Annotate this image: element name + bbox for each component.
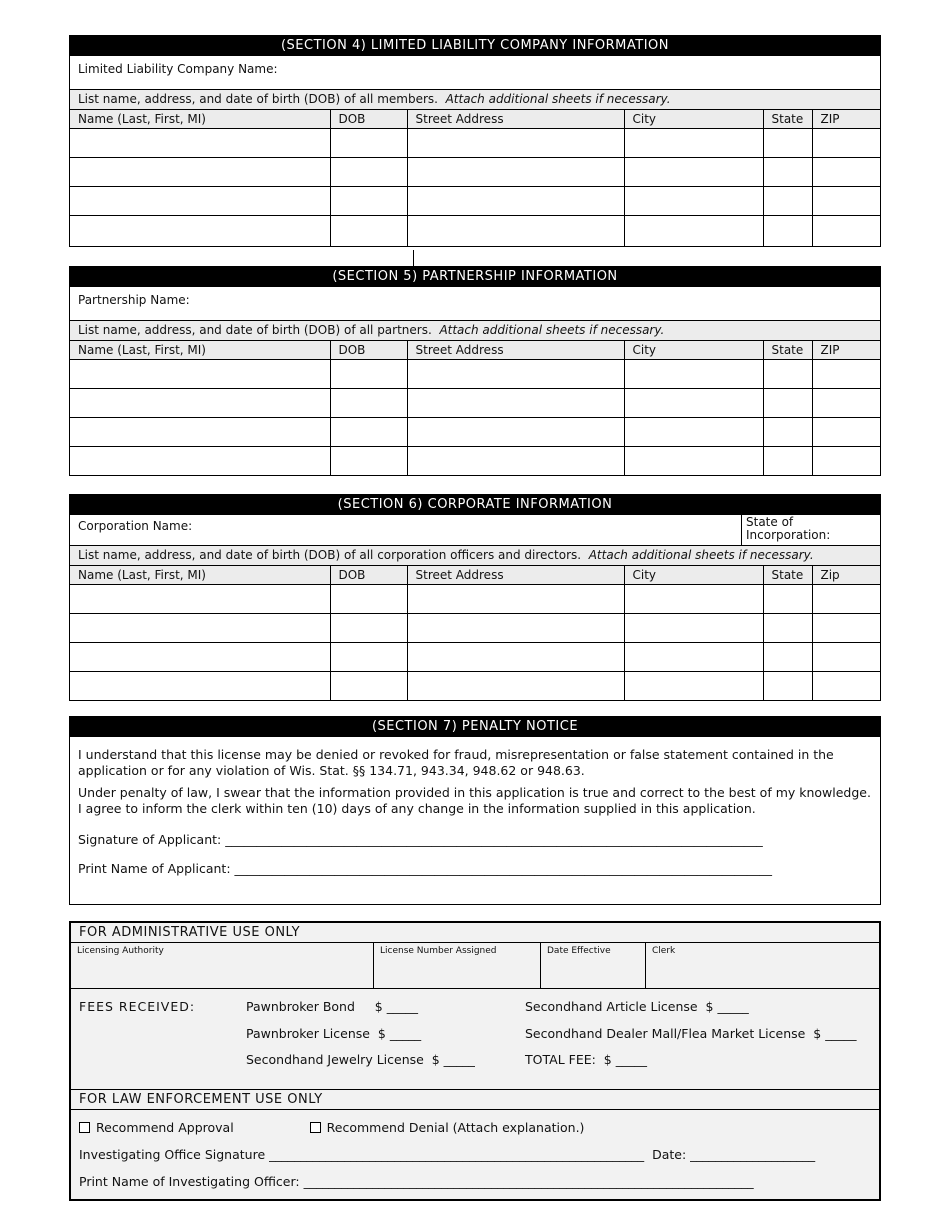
applicant-signature-line[interactable]: Signature of Applicant: ______________________________________________________________________________________ [78, 832, 763, 847]
pawnbroker-license-fee[interactable]: Pawnbroker License $ _____ [246, 1026, 422, 1041]
table-row[interactable] [70, 643, 880, 672]
section-5 [69, 266, 881, 476]
col-zip: Zip [812, 566, 880, 585]
section-6-note [70, 546, 880, 566]
section-6-title: (SECTION 6) CORPORATE INFORMATION [70, 495, 880, 515]
section-7 [69, 716, 881, 905]
applicant-print-name-line[interactable]: Print Name of Applicant: ______________________________________________________________________________________ [78, 861, 773, 876]
fees-received-label: FEES RECEIVED: [79, 999, 196, 1014]
col-street: Street Address [407, 341, 624, 360]
recommend-denial-checkbox[interactable] [310, 1120, 585, 1135]
section-7-title: (SECTION 7) PENALTY NOTICE [70, 717, 880, 737]
section-6 [69, 494, 881, 701]
secondhand-dealer-fee[interactable]: Secondhand Dealer Mall/Flea Market License $ _____ [525, 1026, 857, 1041]
col-dob: DOB [330, 110, 407, 129]
investigating-officer-name-line[interactable]: Print Name of Investigating Officer: ________________________________________________________________________ [79, 1174, 754, 1189]
col-street: Street Address [407, 110, 624, 129]
col-name: Name (Last, First, MI) [70, 110, 330, 129]
table-row[interactable] [70, 158, 880, 187]
corporation-name-label: Corporation Name: [78, 519, 193, 533]
col-zip: ZIP [812, 341, 880, 360]
table-row[interactable] [70, 418, 880, 447]
admin-box [69, 921, 881, 1201]
checkbox-icon [310, 1122, 321, 1133]
secondhand-article-fee[interactable]: Secondhand Article License $ _____ [525, 999, 749, 1014]
penalty-paragraph-1: I understand that this license may be denied or revoked for fraud, misrepresentation or false statement contained in the application or for any violation of Wis. Stat. §§ 134.71, 943.34, 948.62 or 948.63. [78, 747, 834, 778]
col-city: City [624, 110, 763, 129]
total-fee[interactable]: TOTAL FEE: $ _____ [525, 1052, 647, 1067]
table-row[interactable] [70, 389, 880, 418]
table-row[interactable] [70, 585, 880, 614]
col-dob: DOB [330, 341, 407, 360]
checkbox-icon [79, 1122, 90, 1133]
col-city: City [624, 341, 763, 360]
divider-tick [413, 250, 414, 266]
table-row[interactable] [70, 360, 880, 389]
llc-name-field[interactable] [70, 56, 880, 90]
note-text: List name, address, and date of birth (DOB) of all corporation officers and directors. [78, 548, 582, 562]
col-zip: ZIP [812, 110, 880, 129]
llc-name-label: Limited Liability Company Name: [78, 62, 278, 76]
investigating-signature-line[interactable]: Investigating Office Signature ____________________________________________________________ [79, 1147, 645, 1162]
recommend-approval-checkbox[interactable] [79, 1120, 234, 1135]
state-of-incorporation-field[interactable] [742, 515, 880, 545]
table-row[interactable] [70, 672, 880, 701]
section-5-note [70, 321, 880, 341]
table-row[interactable] [70, 129, 880, 158]
corporation-name-field[interactable] [70, 515, 742, 545]
col-name: Name (Last, First, MI) [70, 341, 330, 360]
col-state: State [763, 341, 812, 360]
state-of-incorporation-label: State of Incorporation: [746, 515, 831, 542]
col-state: State [763, 566, 812, 585]
fees-section [71, 989, 879, 1090]
col-state: State [763, 110, 812, 129]
table-row[interactable] [70, 187, 880, 216]
officers-table [70, 566, 880, 700]
col-name: Name (Last, First, MI) [70, 566, 330, 585]
members-table [70, 110, 880, 246]
license-number-label: License Number Assigned [380, 946, 497, 956]
licensing-authority-field[interactable] [71, 943, 374, 988]
section-4 [69, 35, 881, 247]
partners-table [70, 341, 880, 475]
table-row[interactable] [70, 614, 880, 643]
col-street: Street Address [407, 566, 624, 585]
clerk-field[interactable] [646, 943, 879, 988]
date-effective-label: Date Effective [547, 946, 611, 956]
section-4-title: (SECTION 4) LIMITED LIABILITY COMPANY INFORMATION [70, 36, 880, 56]
note-italic: Attach additional sheets if necessary. [445, 92, 671, 106]
license-number-field[interactable] [374, 943, 541, 988]
partnership-name-field[interactable] [70, 287, 880, 321]
licensing-authority-label: Licensing Authority [77, 946, 164, 956]
law-enforcement-title: FOR LAW ENFORCEMENT USE ONLY [71, 1090, 879, 1110]
recommend-denial-label: Recommend Denial (Attach explanation.) [326, 1120, 585, 1135]
note-text: List name, address, and date of birth (DOB) of all members. [78, 92, 438, 106]
partnership-name-label: Partnership Name: [78, 293, 190, 307]
note-text: List name, address, and date of birth (DOB) of all partners. [78, 323, 432, 337]
table-row[interactable] [70, 447, 880, 476]
clerk-label: Clerk [652, 946, 676, 956]
secondhand-jewelry-fee[interactable]: Secondhand Jewelry License $ _____ [246, 1052, 475, 1067]
investigation-date-line[interactable]: Date: ____________________ [652, 1147, 816, 1162]
section-4-note [70, 90, 880, 110]
penalty-paragraph-2: Under penalty of law, I swear that the information provided in this application is true and correct to the best of my knowledge. I agree to inform the clerk within ten (10) days of any change in the information supplied in this application. [78, 785, 871, 816]
date-effective-field[interactable] [541, 943, 646, 988]
section-5-title: (SECTION 5) PARTNERSHIP INFORMATION [70, 267, 880, 287]
col-dob: DOB [330, 566, 407, 585]
pawnbroker-bond-fee[interactable]: Pawnbroker Bond $ _____ [246, 999, 418, 1014]
note-italic: Attach additional sheets if necessary. [588, 548, 814, 562]
note-italic: Attach additional sheets if necessary. [439, 323, 665, 337]
col-city: City [624, 566, 763, 585]
recommend-approval-label: Recommend Approval [96, 1120, 234, 1135]
admin-title: FOR ADMINISTRATIVE USE ONLY [71, 923, 879, 943]
table-row[interactable] [70, 216, 880, 247]
